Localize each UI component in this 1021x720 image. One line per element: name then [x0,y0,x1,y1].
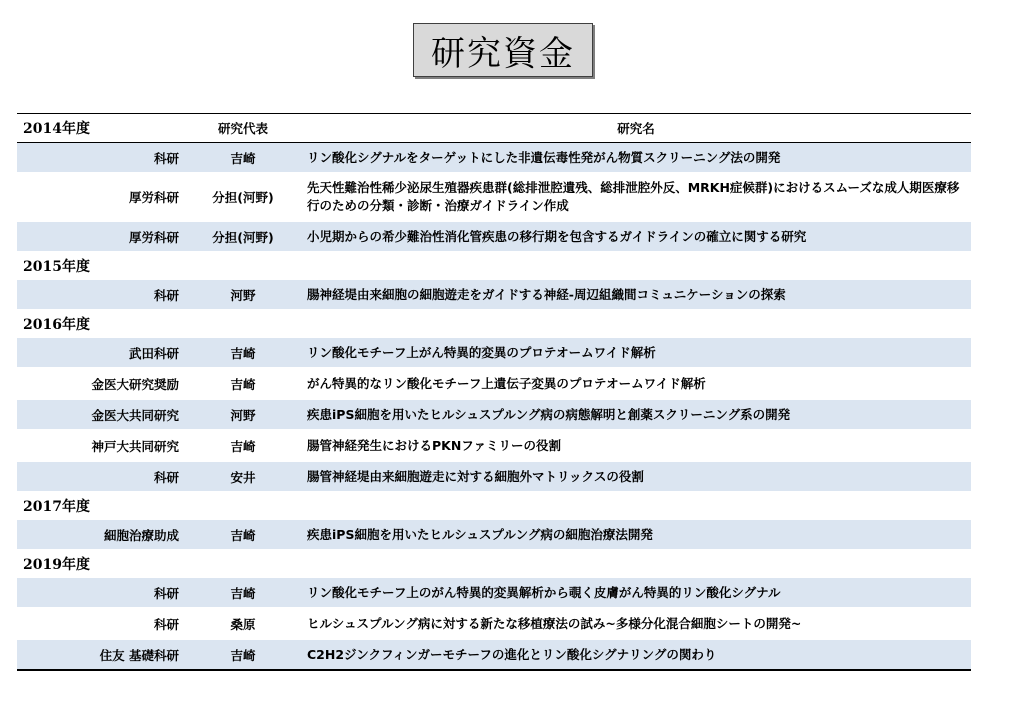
table-row [17,430,971,461]
funding-source: 神戸大共同研究 [17,430,185,461]
funding-source: 金医大研究奨励 [17,368,185,399]
funding-table [17,113,971,671]
year-label: 2019年度 [23,556,90,573]
research-name: リン酸化シグナルをターゲットにした非遺伝毒性発がん物質スクリーニング法の開発 [301,143,971,174]
year-header: 2014年度 [17,114,185,143]
representative: 吉崎 [185,430,301,461]
research-name: リン酸化モチーフ上がん特異的変異のプロテオームワイド解析 [301,338,971,368]
table-row [17,639,971,670]
year-row [17,549,971,578]
table-row [17,578,971,608]
representative: 吉崎 [185,368,301,399]
representative: 河野 [185,280,301,309]
representative: 吉崎 [185,143,301,174]
funding-source: 科研 [17,608,185,639]
representative: 吉崎 [185,338,301,368]
research-name: 腸管神経発生におけるPKNファミリーの役割 [301,430,971,461]
research-name: リン酸化モチーフ上のがん特異的変異解析から覗く皮膚がん特異的リン酸化シグナル [301,578,971,608]
research-name: 疾患iPS細胞を用いたヒルシュスプルング病の病態解明と創薬スクリーニング系の開発 [301,399,971,430]
table-row [17,173,971,221]
year-row [17,251,971,280]
representative: 安井 [185,461,301,491]
funding-source: 住友 基礎科研 [17,639,185,670]
funding-source: 厚労科研 [17,221,185,251]
research-name: C2H2ジンクフィンガーモチーフの進化とリン酸化シグナリングの関わり [301,639,971,670]
representative: 吉崎 [185,639,301,670]
representative: 吉崎 [185,520,301,549]
table-row [17,338,971,368]
funding-source: 科研 [17,143,185,174]
table-row [17,608,971,639]
representative: 分担(河野) [185,173,301,221]
year-label: 2015年度 [23,258,90,275]
table-row [17,520,971,549]
year-row [17,491,971,520]
representative-header: 研究代表 [185,114,301,143]
research-name-header: 研究名 [301,114,971,143]
funding-source: 細胞治療助成 [17,520,185,549]
table-row [17,143,971,174]
representative: 吉崎 [185,578,301,608]
page-title: 研究資金 [413,23,593,77]
table-row [17,280,971,309]
funding-source: 科研 [17,280,185,309]
table-body [17,143,971,671]
funding-source: 武田科研 [17,338,185,368]
research-name: 腸神経堤由来細胞の細胞遊走をガイドする神経-周辺組織間コミュニケーションの探索 [301,280,971,309]
representative: 河野 [185,399,301,430]
table-row [17,461,971,491]
representative: 分担(河野) [185,221,301,251]
research-name: 小児期からの希少難治性消化管疾患の移行期を包含するガイドラインの確立に関する研究 [301,221,971,251]
year-row [17,309,971,338]
year-label: 2016年度 [23,316,90,333]
research-name: 先天性難治性稀少泌尿生殖器疾患群(総排泄腔遺残、総排泄腔外反、MRKH症候群)におけるスムーズな成人期医療移行のための分類・診断・治療ガイドライン作成 [301,173,971,221]
table-row [17,221,971,251]
research-name: がん特異的なリン酸化モチーフ上遺伝子変異のプロテオームワイド解析 [301,368,971,399]
research-name: 腸管神経堤由来細胞遊走に対する細胞外マトリックスの役割 [301,461,971,491]
representative: 桑原 [185,608,301,639]
funding-source: 金医大共同研究 [17,399,185,430]
year-label: 2017年度 [23,498,90,515]
research-name: 疾患iPS細胞を用いたヒルシュスプルング病の細胞治療法開発 [301,520,971,549]
funding-source: 厚労科研 [17,173,185,221]
table-row [17,368,971,399]
table-row [17,399,971,430]
funding-source: 科研 [17,578,185,608]
table-header [17,114,971,143]
research-name: ヒルシュスプルング病に対する新たな移植療法の試み~多様分化混合細胞シートの開発~ [301,608,971,639]
funding-source: 科研 [17,461,185,491]
